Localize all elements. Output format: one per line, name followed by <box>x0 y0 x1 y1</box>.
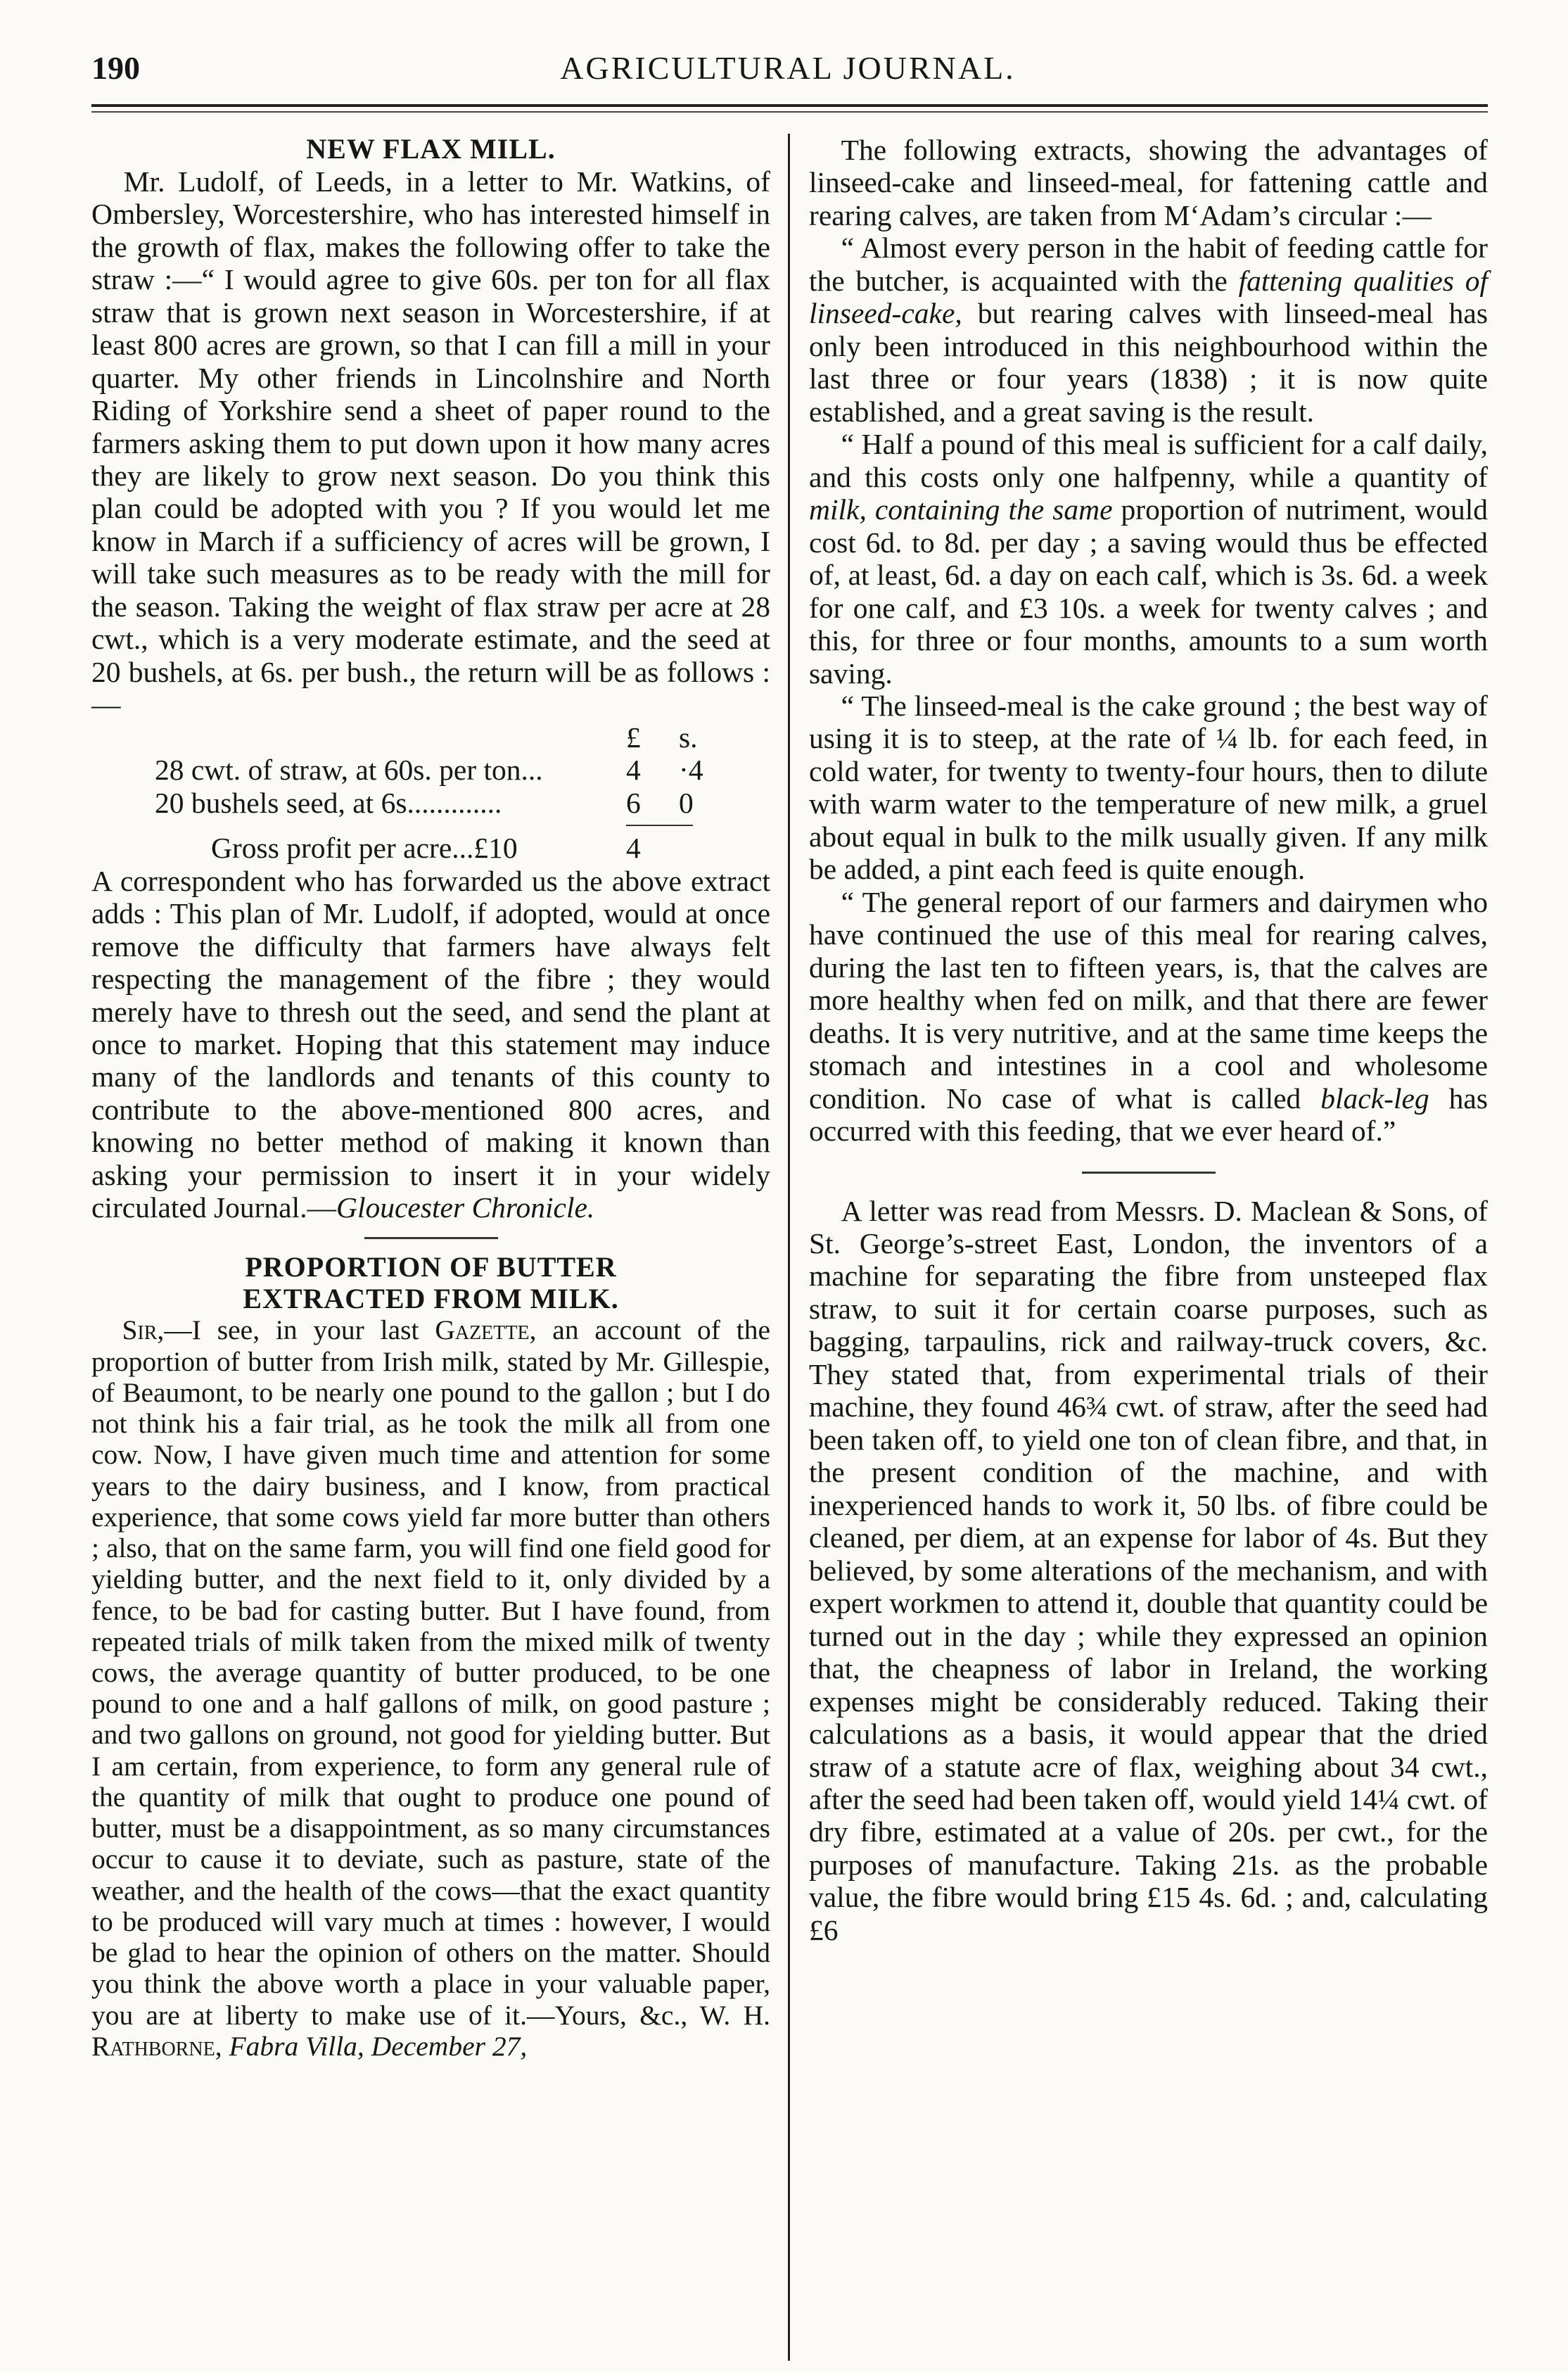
sum-rule <box>626 825 693 826</box>
section-separator <box>364 1237 498 1239</box>
linseed-paragraph-2: “ Half a pound of this meal is sufficient for a calf daily, and this costs only one halfpenny, while a quantity of milk, containing the same proportion of nutriment, would cost 6d. to 8d. per day ; a saving would thus be effected of, at least, 6d. a day on each calf, which is 3s. 6d. a week for one calf, and £3 10s. a week for twenty calves ; and this, for three or four months, amounts to a sum worth saving. <box>809 428 1488 690</box>
header-rule <box>91 104 1488 107</box>
place-date: Fabra Villa, December 27, <box>229 2030 528 2062</box>
pounds-header: £ <box>626 721 641 754</box>
section-separator <box>1082 1172 1216 1174</box>
flax-paragraph-2: A correspondent who has forwarded us the above extract adds : This plan of Mr. Ludolf, if adopted, would at once remove the difficulty that farmers have always felt respecting the management of the fibre ; they would merely have to thresh out the seed, and send the plant at once to market. Hoping that this statement may induce many of the landlords and tenants of this county to contribute to the above-mentioned 800 acres, and knowing no better method of making it known than asking your permission to insert it in your widely circulated Journal.—Gloucester Chronicle. <box>91 864 770 1224</box>
article-title-butter: PROPORTION OF BUTTER EXTRACTED FROM MILK. <box>243 1250 619 1314</box>
header-rule-thin <box>91 111 1488 113</box>
linseed-intro: The following extracts, showing the advantages of linseed-cake and linseed-meal, for fattening cattle and rearing calves, are taken from M‘Adam’s circular :— <box>809 134 1488 232</box>
table-row: 28 cwt. of straw, at 60s. per ton... 4 ·4 <box>155 754 703 787</box>
linseed-paragraph-4: “ The general report of our farmers and dairymen who have continued the use of this meal for rearing calves, during the last ten to fifteen years, is, that the calves are more healthy when fed on milk, and that there are fewer deaths. It is very nutritive, and at the same time keeps the stomach and intestines in a cool and wholesome condition. No case of what is called black-leg has occurred with this feeding, that we ever heard of.” <box>809 885 1488 1148</box>
page-number: 190 <box>91 50 140 86</box>
running-title: AGRICULTURAL JOURNAL. <box>560 50 1016 86</box>
shillings-header: s. <box>679 721 698 754</box>
flax-paragraph-1: Mr. Ludolf, of Leeds, in a letter to Mr. Watkins, of Ombersley, Worcestershire, who has interested himself in the growth of flax, makes the following offer to take the straw :—“ I would agree to give 60s. per ton for all flax straw that is grown next season in Worcestershire, if at least 800 acres are grown, so that I can fill a mill in your quarter. My other friends in Lincolnshire and North Riding of Yorkshire send a sheet of paper round to the farmers asking them to put down upon it how many acres they are likely to grow next season. Do you think this plan could be adopted with you ? If you would let me know in March if a sufficiency of acres will be grown, I will take such measures as to be ready with the mill for the season. Taking the weight of flax straw per acre at 28 cwt., which is a very moderate estimate, and the seed at 20 bushels, at 6s. per bush., the return will be as follows :— <box>91 165 770 721</box>
gross-profit-row: Gross profit per acre...£10 4 <box>211 832 641 865</box>
linseed-paragraph-1: “ Almost every person in the habit of feeding cattle for the butcher, is acquainted with the fattening qualities of linseed-cake, but rearing calves with linseed-meal has only been introduced in this neighbourhood within the last three or four years (1838) ; it is now quite established, and a great saving is the result. <box>809 232 1488 428</box>
right-column <box>809 134 1488 1946</box>
maclean-paragraph: A letter was read from Messrs. D. Maclean & Sons, of St. George’s-street East, London, the inventors of a machine for separating the fibre from unsteeped flax straw, to suit it for certain coarse purposes, such as bagging, tarpaulins, rick and railway-truck covers, &c. They stated that, from experimental trials of their machine, they found 46¾ cwt. of straw, after the seed had been taken off, to yield one ton of clean fibre, and that, in the present condition of the machine, and with inexperienced hands to work it, 50 lbs. of fibre could be cleaned, per diem, at an expense for labor of 4s. But they believed, by some alterations of the mechanism, and with expert workmen to attend it, double that quantity could be turned out in the day ; while they expressed an opinion that, the cheapness of labor in Ireland, the working expenses might be considerably reduced. Taking their calculations as a basis, it would appear that the dried straw of a statute acre of flax, weighing about 34 cwt., after the seed had been taken off, would yield 14¼ cwt. of dry fibre, estimated at a value of 20s. per cwt., for the purposes of manufacture. Taking 21s. as the probable value, the fibre would bring £15 4s. 6d. ; and, calculating £6 <box>809 1194 1488 1946</box>
signature: Rathborne <box>91 2030 215 2062</box>
returns-table-head <box>91 721 770 754</box>
linseed-paragraph-3: “ The linseed-meal is the cake ground ; the best way of using it is to steep, at the rate of ¼ lb. for each feed, in cold water, for twenty to twenty-four hours, then to dilute with warm water to the temperature of new milk, a gruel about equal in bulk to the milk usually given. If any milk be added, a pint each feed is quite enough. <box>809 689 1488 886</box>
page-header <box>91 49 1484 99</box>
returns-table <box>91 721 770 865</box>
table-row: 20 bushels seed, at 6s............. 6 0 <box>155 786 694 819</box>
column-divider <box>788 134 790 2361</box>
butter-letter: Sir,—I see, in your last Gazette, an account of the proportion of butter from Irish milk, stated by Mr. Gillespie, of Beaumont, to be nearly one pound to the gallon ; but I do not think his a fair trial, as he took the milk all from one cow. Now, I have given much time and attention for some years to the dairy business, and I know, from practical experience, that some cows yield far more butter than others ; also, that on the same farm, you will find one field good for yielding butter, and the next field to it, only divided by a fence, to be bad for casting butter. But I have found, from repeated trials of milk taken from the mixed milk of twenty cows, the average quantity of butter produced, to be one pound to one and a half gallons of milk, on good pasture ; and two gallons on ground, not good for yielding butter. But I am certain, from experience, to form any general rule of the quantity of milk that ought to produce one pound of butter, must be a disappointment, as so many circumstances occur to cause it to deviate, such as pasture, state of the weather, and the health of the cows—that the exact quantity to be produced will vary much at times : however, I would be glad to hear the opinion of others on the matter. Should you think the above worth a place in your valuable paper, you are at liberty to make use of it.—Yours, &c., W. H. Rathborne, Fabra Villa, December 27, <box>91 1314 771 2062</box>
article-title-flax: NEW FLAX MILL. <box>306 133 556 165</box>
source-credit: Gloucester Chronicle. <box>336 1191 595 1224</box>
left-column <box>91 134 770 2062</box>
